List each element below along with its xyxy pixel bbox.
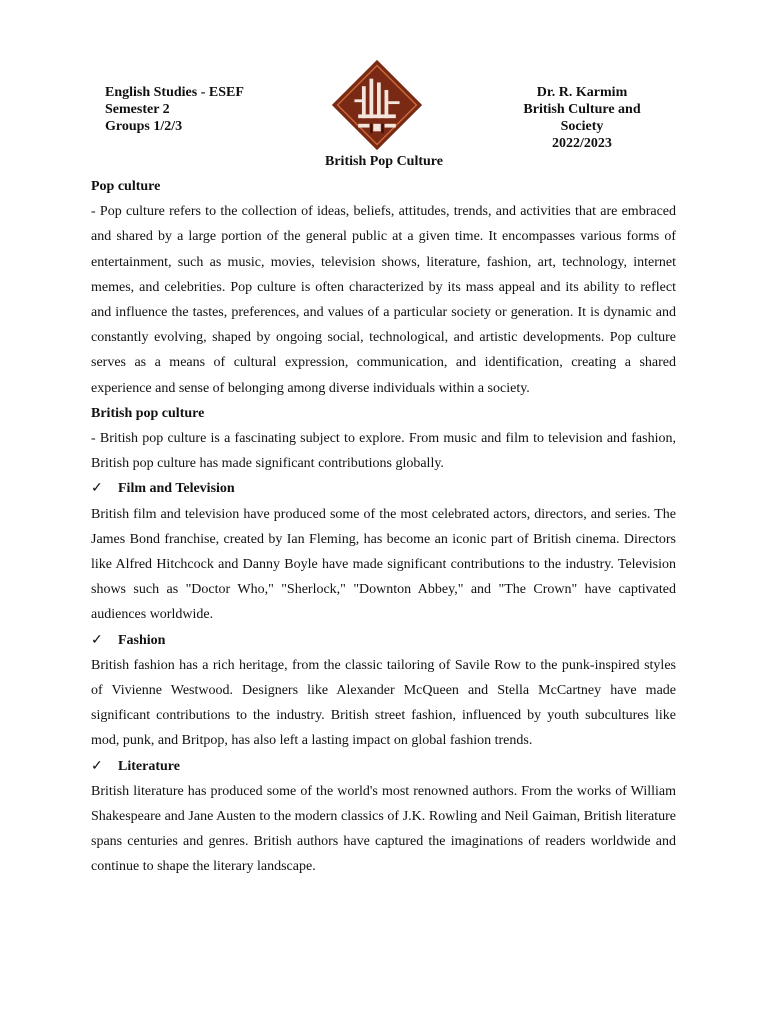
course-info: [105, 84, 244, 135]
instructor-name: Dr. R. Karmim: [536, 85, 628, 100]
paragraph-film-television: British film and television have produced some of the most celebrated actors, directors, and series. The James Bond franchise, created by Ian Fleming, has become an iconic part of British cinema. Directors like Alfred Hitchcock and Danny Boyle have made significant contributions to the industry. Television shows such as "Doctor Who," "Sherlock," "Downton Abbey," and "The Crown" have captivated audiences worldwide.: [91, 506, 676, 623]
academic-year: 2022/2023: [552, 136, 612, 151]
paragraph-literature: British literature has produced some of the world's most renowned authors. From the works of William Shakespeare and Jane Austen to the modern classics of J.K. Rowling and Neil Gaiman, British literature spans centuries and genres. British authors have captured the imaginations of readers worldwide and continue to shape the literary landscape.: [91, 783, 676, 875]
instructor-info: [508, 84, 656, 152]
paragraph-british-pop-culture: - British pop culture is a fascinating subject to explore. From music and film to television and fashion, British pop culture has made significant contributions globally.: [91, 431, 676, 472]
heading-literature: [91, 754, 676, 779]
heading-fashion-label: Fashion: [118, 632, 166, 648]
paragraph-pop-culture: - Pop culture refers to the collection of ideas, beliefs, attitudes, trends, and activities that are embraced and shared by a large portion of the general public at a given time. It encompasses various forms of entertainment, such as music, movies, television shows, literature, fashion, art, technology, internet memes, and celebrities. Pop culture is often characterized by its mass appeal and its ability to reflect and influence the tastes, preferences, and values of a particular society or generation. It is dynamic and constantly evolving, shaped by ongoing social, technological, and artistic developments. Pop culture serves as a means of cultural expression, communication, and identification, creating a shared experience and sense of belonging among diverse individuals within a society.: [91, 204, 676, 396]
heading-british-pop-culture: British pop culture: [91, 405, 205, 421]
course-name: English Studies - ESEF: [105, 85, 244, 100]
semester: Semester 2: [105, 102, 170, 117]
checkmark-icon: ✓: [91, 632, 103, 648]
checkmark-icon: ✓: [91, 758, 103, 774]
paragraph-fashion: British fashion has a rich heritage, from the classic tailoring of Savile Row to the punk-inspired styles of Vivienne Westwood. Designers like Alexander McQueen and Stella McCartney have made significant contributions to the industry. British street fashion, influenced by youth subcultures like mod, punk, and Britpop, has also left a lasting impact on global fashion trends.: [91, 657, 676, 749]
heading-pop-culture: Pop culture: [91, 179, 161, 194]
checkmark-icon: ✓: [91, 481, 103, 497]
course-title-line1: British Culture and: [523, 102, 641, 117]
university-emblem-icon: [330, 58, 424, 152]
document-title: British Pop Culture: [325, 154, 443, 169]
heading-fashion: [91, 628, 676, 653]
heading-film-television: [91, 476, 676, 501]
groups: Groups 1/2/3: [105, 119, 183, 134]
heading-film-television-label: Film and Television: [118, 481, 235, 497]
document-body: [91, 174, 676, 880]
course-title-line2: Society: [560, 119, 604, 134]
heading-literature-label: Literature: [118, 758, 180, 774]
